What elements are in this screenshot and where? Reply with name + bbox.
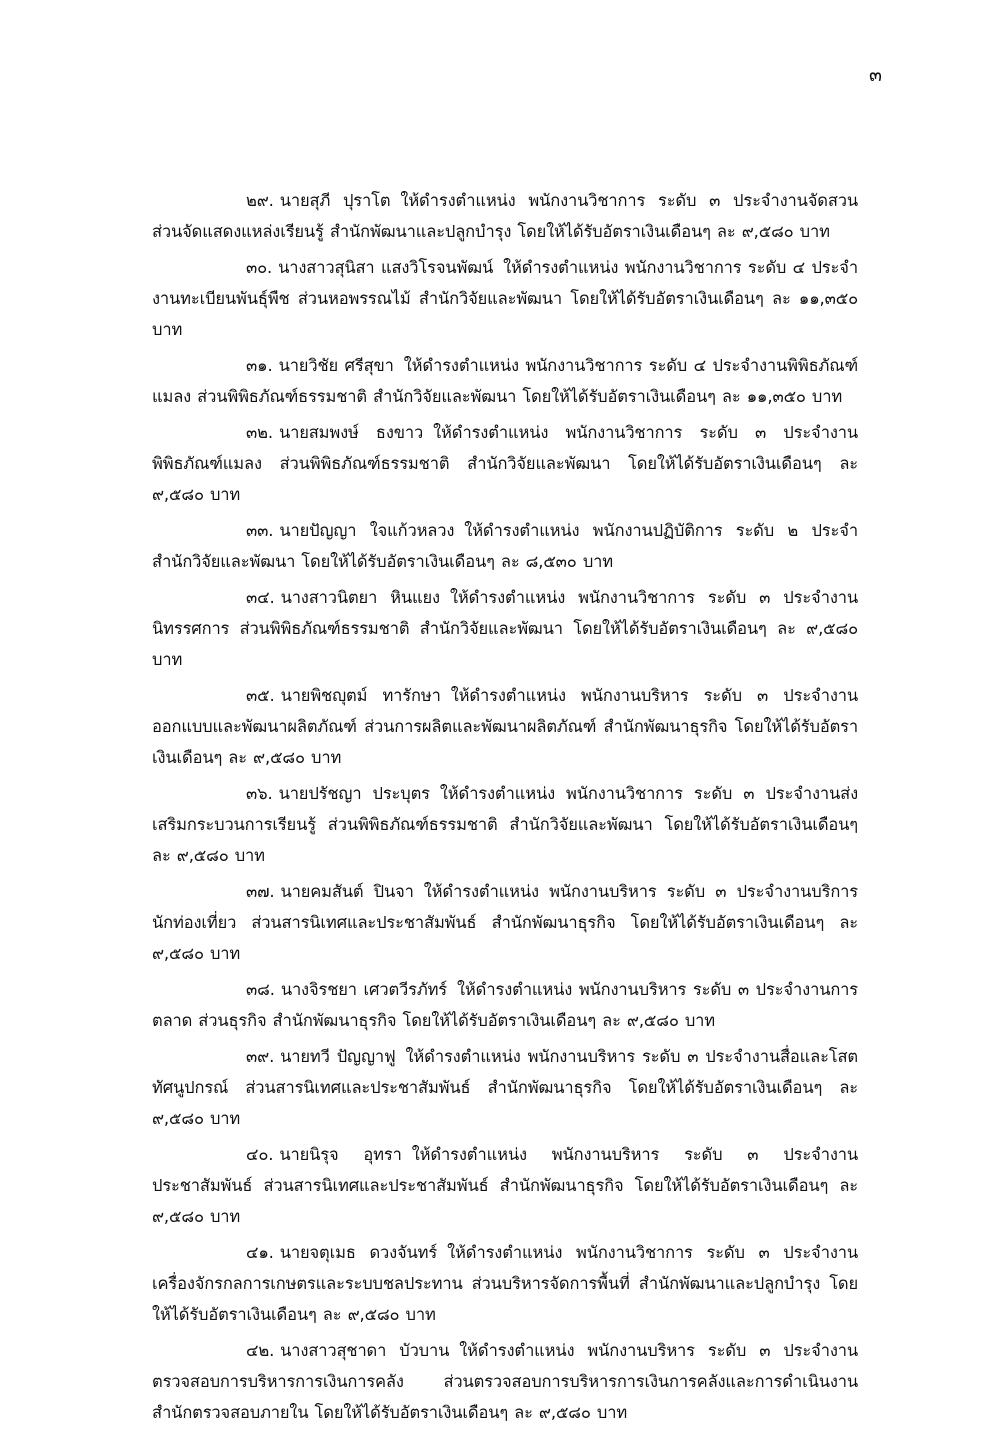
- item-person: นายจตุเมธ ดวงจันทร์: [279, 1243, 438, 1262]
- page-number: ๓: [869, 64, 882, 86]
- list-item: [152, 1041, 858, 1134]
- list-item: [152, 1335, 858, 1428]
- item-number: ๓๐.: [246, 258, 273, 277]
- item-text: ให้ดำรงตำแหน่ง พนักงานบริหาร ระดับ ๓ ประจำงานการตลาด ส่วนธุรกิจ สำนักพัฒนาธุรกิจ โดยให้ได้รับอัตราเงินเดือนๆ ละ ๙,๕๘๐ บาท: [152, 980, 858, 1030]
- item-number: ๔๒.: [246, 1341, 275, 1360]
- item-number: ๓๘.: [246, 980, 275, 999]
- item-person: นายสมพงษ์ ธงขาว: [278, 423, 424, 442]
- item-person: นางจิรชยา เศวตวีรภัทร์: [280, 980, 448, 999]
- list-item: [152, 876, 858, 969]
- item-text: ให้ดำรงตำแหน่ง พนักงานบริหาร ระดับ ๓ ประจำงานตรวจสอบการบริหารการเงินการคลัง ส่วนตรวจสอบการบริหารการเงินการคลังและการดำเนินงาน สำนักตรวจสอบภายใน โดยให้ได้รับอัตราเงินเดือนๆ ละ ๙,๕๘๐ บาท: [152, 1341, 859, 1422]
- list-item: [152, 778, 858, 871]
- item-text: ให้ดำรงตำแหน่ง พนักงานวิชาการ ระดับ ๓ ประจำงานนิทรรศการ ส่วนพิพิธภัณฑ์ธรรมชาติ สำนักวิจัยและพัฒนา โดยให้ได้รับอัตราเงินเดือนๆ ละ ๙,๕๘๐ บาท: [152, 588, 858, 669]
- item-number: ๓๑.: [246, 356, 273, 375]
- appointment-list: [152, 185, 858, 1433]
- item-person: นางสาวนิตยา หินแยง: [280, 588, 440, 607]
- item-text: ให้ดำรงตำแหน่ง พนักงานวิชาการ ระดับ ๓ ประจำงานพิพิธภัณฑ์แมลง ส่วนพิพิธภัณฑ์ธรรมชาติ สำนักวิจัยและพัฒนา โดยให้ได้รับอัตราเงินเดือนๆ ละ ๙,๕๘๐ บาท: [152, 423, 858, 504]
- item-person: นายพิชญุตม์ ทารักษา: [280, 686, 441, 705]
- item-text: ให้ดำรงตำแหน่ง พนักงานบริหาร ระดับ ๓ ประจำงานบริการนักท่องเที่ยว ส่วนสารนิเทศและประชาสัมพันธ์ สำนักพัฒนาธุรกิจ โดยให้ได้รับอัตราเงินเดือนๆ ละ ๙,๕๘๐ บาท: [152, 882, 858, 963]
- item-person: นายทวี ปัญญาฟู: [280, 1047, 396, 1066]
- item-person: นายนิรุจ อุทรา: [279, 1145, 402, 1164]
- item-person: นายปรัชญา ประบุตร: [278, 784, 430, 803]
- item-text: ให้ดำรงตำแหน่ง พนักงานปฏิบัติการ ระดับ ๒ ประจำสำนักวิจัยและพัฒนา โดยให้ได้รับอัตราเงินเดือนๆ ละ ๘,๕๓๐ บาท: [152, 521, 858, 571]
- list-item: [152, 1237, 858, 1330]
- item-person: นายวิชัย ศรีสุขา: [278, 356, 394, 375]
- item-text: ให้ดำรงตำแหน่ง พนักงานบริหาร ระดับ ๓ ประจำงานออกแบบและพัฒนาผลิตภัณฑ์ ส่วนการผลิตและพัฒนาผลิตภัณฑ์ สำนักพัฒนาธุรกิจ โดยให้ได้รับอัตราเงินเดือนๆ ละ ๙,๕๘๐ บาท: [152, 686, 858, 767]
- item-number: ๓๕.: [246, 686, 275, 705]
- list-item: [152, 974, 858, 1036]
- item-person: นายคมสันต์ ปินจา: [280, 882, 414, 901]
- item-number: ๔๐.: [246, 1145, 274, 1164]
- list-item: [152, 515, 858, 577]
- item-number: ๒๙.: [246, 191, 274, 210]
- item-text: ให้ดำรงตำแหน่ง พนักงานวิชาการ ระดับ ๓ ประจำงานเครื่องจักรกลการเกษตรและระบบชลประทาน ส่วนบริหารจัดการพื้นที่ สำนักพัฒนาและปลูกบำรุง โดยให้ได้รับอัตราเงินเดือนๆ ละ ๙,๕๘๐ บาท: [152, 1243, 858, 1324]
- item-person: นางสาวสุนิสา แสงวิโรจนพัฒน์: [278, 258, 494, 277]
- list-item: [152, 350, 858, 412]
- list-item: [152, 1139, 858, 1232]
- item-number: ๓๗.: [246, 882, 275, 901]
- item-number: ๓๔.: [246, 588, 275, 607]
- item-number: ๓๒.: [246, 423, 273, 442]
- list-item: [152, 417, 858, 510]
- item-text: ให้ดำรงตำแหน่ง พนักงานวิชาการ ระดับ ๓ ประจำงานส่งเสริมกระบวนการเรียนรู้ ส่วนพิพิธภัณฑ์ธรรมชาติ สำนักวิจัยและพัฒนา โดยให้ได้รับอัตราเงินเดือนๆ ละ ๙,๕๘๐ บาท: [152, 784, 858, 865]
- list-item: [152, 680, 858, 773]
- item-text: ให้ดำรงตำแหน่ง พนักงานวิชาการ ระดับ ๔ ประจำงานพิพิธภัณฑ์แมลง ส่วนพิพิธภัณฑ์ธรรมชาติ สำนักวิจัยและพัฒนา โดยให้ได้รับอัตราเงินเดือนๆ ละ ๑๑,๓๕๐ บาท: [152, 356, 858, 406]
- item-text: ให้ดำรงตำแหน่ง พนักงานบริหาร ระดับ ๓ ประจำงานประชาสัมพันธ์ ส่วนสารนิเทศและประชาสัมพันธ์ สำนักพัฒนาธุรกิจ โดยให้ได้รับอัตราเงินเดือนๆ ละ ๙,๕๘๐ บาท: [152, 1145, 859, 1226]
- item-number: ๔๑.: [246, 1243, 274, 1262]
- item-text: ให้ดำรงตำแหน่ง พนักงานวิชาการ ระดับ ๔ ประจำงานทะเบียนพันธุ์พืช ส่วนหอพรรณไม้ สำนักวิจัยและพัฒนา โดยให้ได้รับอัตราเงินเดือนๆ ละ ๑๑,๓๕๐ บาท: [152, 258, 858, 339]
- item-number: ๓๖.: [246, 784, 273, 803]
- item-text: ให้ดำรงตำแหน่ง พนักงานบริหาร ระดับ ๓ ประจำงานสื่อและโสตทัศนูปกรณ์ ส่วนสารนิเทศและประชาสัมพันธ์ สำนักพัฒนาธุรกิจ โดยให้ได้รับอัตราเงินเดือนๆ ละ ๙,๕๘๐ บาท: [152, 1047, 858, 1128]
- item-person: นายปัญญา ใจแก้วหลวง: [279, 521, 455, 540]
- item-text: ให้ดำรงตำแหน่ง พนักงานวิชาการ ระดับ ๓ ประจำงานจัดสวน ส่วนจัดแสดงแหล่งเรียนรู้ สำนักพัฒนาและปลูกบำรุง โดยให้ได้รับอัตราเงินเดือนๆ ละ ๙,๕๘๐ บาท: [152, 191, 858, 241]
- item-number: ๓๓.: [246, 521, 274, 540]
- item-person: นายสุภี ปุราโต: [279, 191, 391, 210]
- list-item: [152, 185, 858, 247]
- list-item: [152, 252, 858, 345]
- item-number: ๓๙.: [246, 1047, 275, 1066]
- list-item: [152, 582, 858, 675]
- item-person: นางสาวสุชาดา บัวบาน: [280, 1341, 450, 1360]
